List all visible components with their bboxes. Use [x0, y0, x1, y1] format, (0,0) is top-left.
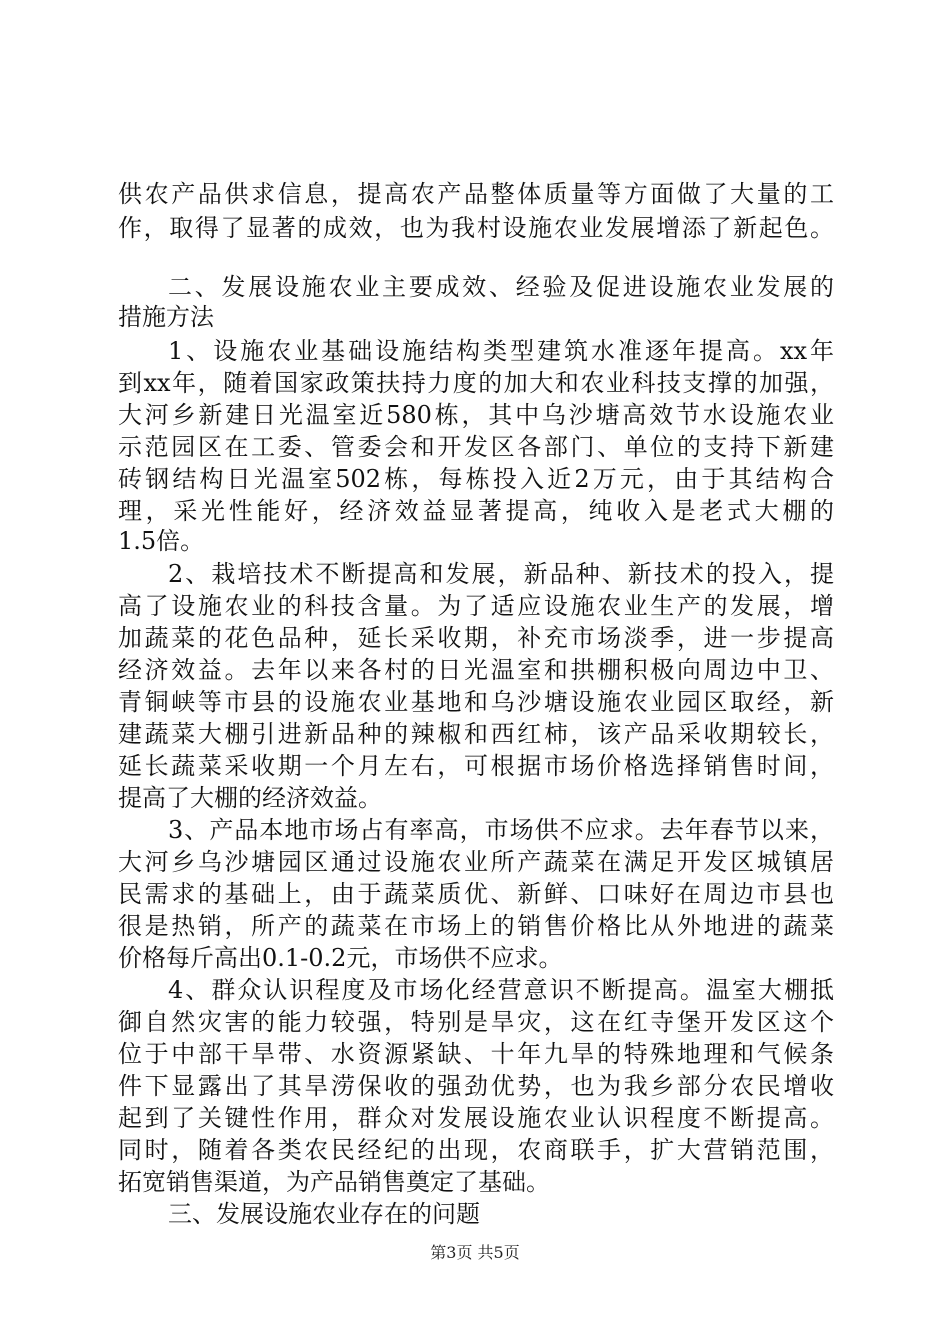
paragraph-line: 起到了关键性作用，群众对发展设施农业认识程度不断提高。: [118, 1104, 834, 1132]
section-heading-line: 措施方法: [118, 303, 214, 331]
section-heading-line: 三、发展设施农业存在的问题: [168, 1200, 480, 1228]
paragraph-line: 理，采光性能好，经济效益显著提高，纯收入是老式大棚的: [118, 497, 834, 525]
page-number-footer: 第3页 共5页: [430, 1243, 520, 1262]
paragraph-line: 1.5倍。: [118, 527, 205, 555]
paragraph-line: 经济效益。去年以来各村的日光温室和拱棚积极向周边中卫、: [118, 656, 834, 684]
paragraph-line: 大河乡乌沙塘园区通过设施农业所产蔬菜在满足开发区城镇居: [118, 848, 834, 876]
paragraph-line: 加蔬菜的花色品种，延长采收期，补充市场淡季，进一步提高: [118, 624, 834, 652]
paragraph-line: 青铜峡等市县的设施农业基地和乌沙塘设施农业园区取经，新: [118, 688, 834, 716]
paragraph-line: 御自然灾害的能力较强，特别是旱灾，这在红寺堡开发区这个: [118, 1008, 834, 1036]
paragraph-line: 高了设施农业的科技含量。为了适应设施农业生产的发展，增: [118, 592, 834, 620]
paragraph-line: 作，取得了显著的成效，也为我村设施农业发展增添了新起色。: [118, 214, 834, 242]
paragraph-line: 供农产品供求信息，提高农产品整体质量等方面做了大量的工: [118, 180, 834, 208]
paragraph-line: 大河乡新建日光温室近580栋，其中乌沙塘高效节水设施农业: [118, 401, 834, 429]
section-heading-line: 二、发展设施农业主要成效、经验及促进设施农业发展的: [168, 273, 834, 301]
paragraph-line: 1、设施农业基础设施结构类型建筑水准逐年提高。xx年: [168, 337, 834, 365]
paragraph-line: 位于中部干旱带、水资源紧缺、十年九旱的特殊地理和气候条: [118, 1040, 834, 1068]
paragraph-line: 到xx年，随着国家政策扶持力度的加大和农业科技支撑的加强，: [118, 369, 834, 397]
paragraph-line: 示范园区在工委、管委会和开发区各部门、单位的支持下新建: [118, 433, 834, 461]
paragraph-line: 延长蔬菜采收期一个月左右，可根据市场价格选择销售时间，: [118, 752, 834, 780]
paragraph-line: 提高了大棚的经济效益。: [118, 784, 382, 812]
paragraph-line: 很是热销，所产的蔬菜在市场上的销售价格比从外地进的蔬菜: [118, 912, 834, 940]
paragraph-line: 价格每斤高出0.1-0.2元，市场供不应求。: [118, 944, 563, 972]
paragraph-line: 2、栽培技术不断提高和发展，新品种、新技术的投入，提: [168, 560, 834, 588]
paragraph-line: 建蔬菜大棚引进新品种的辣椒和西红柿，该产品采收期较长，: [118, 720, 834, 748]
paragraph-line: 同时，随着各类农民经纪的出现，农商联手，扩大营销范围，: [118, 1136, 834, 1164]
paragraph-line: 砖钢结构日光温室502栋，每栋投入近2万元，由于其结构合: [118, 465, 834, 493]
paragraph-line: 件下显露出了其旱涝保收的强劲优势，也为我乡部分农民增收: [118, 1072, 834, 1100]
paragraph-line: 4、群众认识程度及市场化经营意识不断提高。温室大棚抵: [168, 976, 834, 1004]
paragraph-line: 拓宽销售渠道，为产品销售奠定了基础。: [118, 1168, 550, 1196]
paragraph-line: 3、产品本地市场占有率高，市场供不应求。去年春节以来，: [168, 816, 834, 844]
paragraph-line: 民需求的基础上，由于蔬菜质优、新鲜、口味好在周边市县也: [118, 880, 834, 908]
